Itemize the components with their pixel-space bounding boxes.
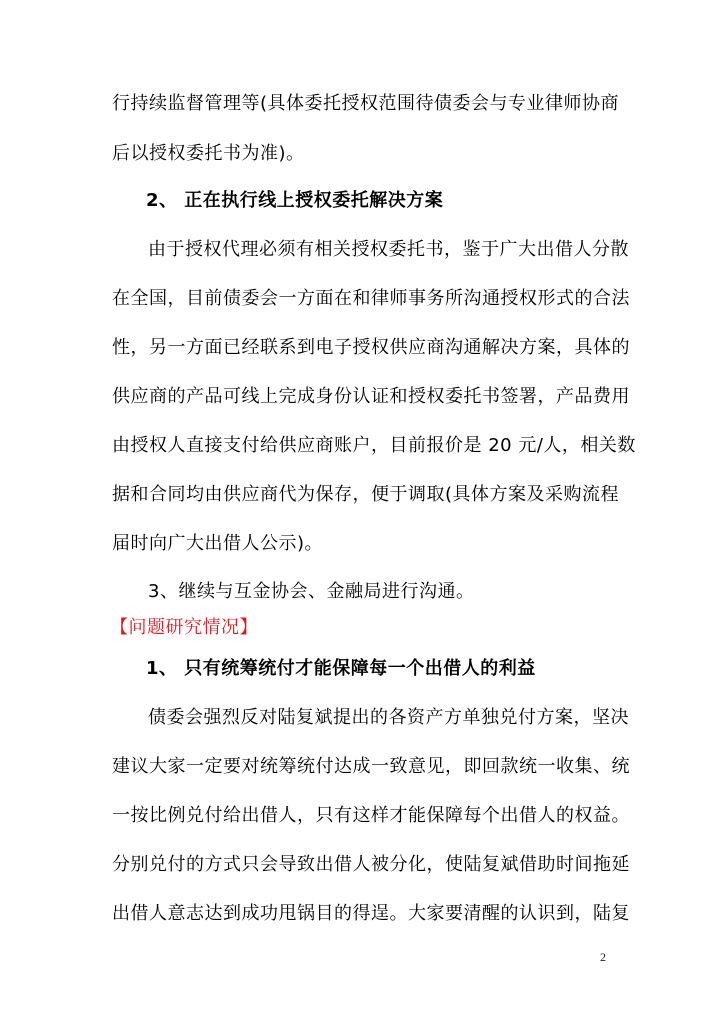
body-text-line: 建议大家一定要对统筹统付达成一致意见，即回款统一收集、统: [112, 756, 630, 777]
body-text-line: 由授权人直接支付给供应商账户，目前报价是 20 元/人，相关数: [112, 435, 636, 456]
paragraph-first-line: 由于授权代理必须有相关授权委托书，鉴于广大出借人分散: [148, 239, 629, 260]
body-text-line: 出借人意志达到成功甩锅目的得逞。大家要清醒的认识到，陆复: [112, 903, 630, 924]
body-text-line: 后以授权委托书为准)。: [112, 143, 305, 164]
body-text-line: 分别兑付的方式只会导致出借人被分化，使陆复斌借助时间拖延: [112, 854, 630, 875]
page-number: 2: [600, 950, 606, 964]
section-heading-2: 2、 正在执行线上授权委托解决方案: [146, 190, 444, 211]
body-text-line: 行持续监督管理等(具体委托授权范围待债委会与专业律师协商: [112, 93, 620, 114]
paragraph-first-line: 债委会强烈反对陆复斌提出的各资产方单独兑付方案，坚决: [148, 707, 629, 728]
section-title-research: 【问题研究情况】: [110, 617, 258, 638]
body-text-line: 届时向广大出借人公示)。: [112, 533, 324, 554]
section-heading-1: 1、 只有统筹统付才能保障每一个出借人的利益: [146, 658, 536, 679]
body-text-line: 在全国，目前债委会一方面在和律师事务所沟通授权形式的合法: [112, 288, 630, 309]
list-item-3: 3、继续与互金协会、金融局进行沟通。: [148, 581, 475, 602]
body-text-line: 供应商的产品可线上完成身份认证和授权委托书签署，产品费用: [112, 386, 630, 407]
body-text-line: 一按比例兑付给出借人，只有这样才能保障每个出借人的权益。: [112, 805, 630, 826]
body-text-line: 性，另一方面已经联系到电子授权供应商沟通解决方案，具体的: [112, 337, 630, 358]
body-text-line: 据和合同均由供应商代为保存，便于调取(具体方案及采购流程: [112, 484, 620, 505]
